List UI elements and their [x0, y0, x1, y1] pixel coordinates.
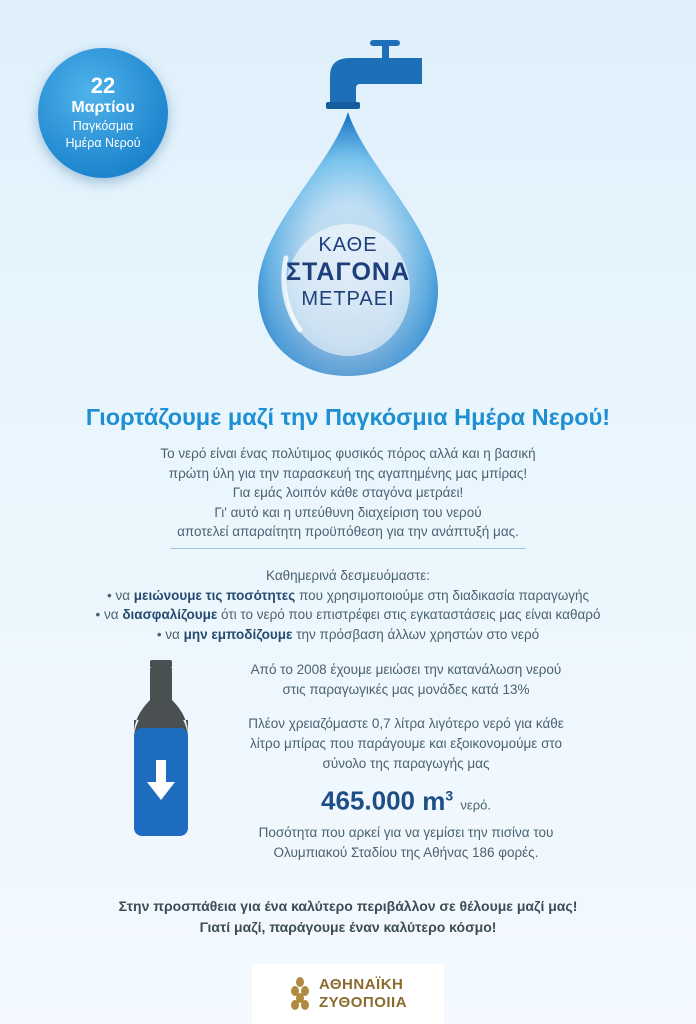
- commitment-item: • να μην εμποδίζουμε την πρόσβαση άλλων χρηστών στο νερό: [156, 626, 540, 642]
- water-saved-value: 465.000 $m^3$ νερό.: [321, 785, 491, 816]
- intro-line: Γι' αυτό και η υπεύθυνη διαχείριση του νερού: [214, 504, 482, 520]
- stats-line: στις παραγωγικές μας μονάδες κατά 13%: [282, 682, 530, 697]
- drop-slogan: [248, 232, 448, 312]
- stats-line: λίτρο μπίρας που παράγουμε και εξοικονομούμε στο: [249, 736, 563, 751]
- commitment-item: • να μειώνουμε τις ποσότητες που χρησιμοποιούμε στη διαδικασία παραγωγής: [106, 587, 590, 603]
- closing-line: Στην προσπάθεια για ένα καλύτερο περιβάλλον σε θέλουμε μαζί μας!: [118, 898, 578, 914]
- intro-paragraph: [0, 444, 696, 542]
- badge-month: Μαρτίου: [71, 99, 135, 116]
- headline: Γιορτάζουμε μαζί την Παγκόσμια Ημέρα Νερού!: [85, 404, 611, 430]
- intro-line: αποτελεί απαραίτητη προϋπόθεση για την ανάπτυξή μας.: [177, 524, 519, 539]
- commitments-lead: Καθημερινά δεσμευόμαστε:: [265, 568, 430, 583]
- intro-line: Για εμάς λοιπόν κάθε σταγόνα μετράει!: [232, 485, 464, 500]
- slogan-line3: ΜΕΤΡΑΕΙ: [301, 288, 395, 310]
- closing-line: Γιατί μαζί, παράγουμε έναν καλύτερο κόσμο!: [199, 919, 497, 935]
- closing-message: [0, 896, 696, 938]
- bottle-icon: [130, 660, 192, 838]
- badge-line1: Παγκόσμια: [72, 119, 134, 133]
- stats-line: σύνολο της παραγωγής μας: [322, 756, 490, 771]
- intro-line: πρώτη ύλη για την παρασκευή της αγαπημένης μας μπίρας!: [168, 465, 528, 481]
- badge-day: 22: [90, 73, 116, 98]
- badge-line2: Ημέρα Νερού: [65, 136, 141, 150]
- stats-line: Πλέον χρειαζόμαστε 0,7 λίτρα λιγότερο νερό για κάθε: [248, 716, 564, 731]
- faucet-icon: [312, 36, 422, 111]
- stats-block: [196, 660, 616, 863]
- stats-line: Ολυμπιακού Σταδίου της Αθήνας 186 φορές.: [273, 844, 539, 860]
- company-logo: [252, 964, 444, 1024]
- intro-line: Το νερό είναι ένας πολύτιμος φυσικός πόρος αλλά και η βασική: [160, 446, 536, 461]
- slogan-line1: ΚΑΘΕ: [318, 234, 378, 256]
- divider: [170, 548, 526, 549]
- stats-line: Ποσότητα που αρκεί για να γεμίσει την πισίνα του: [258, 824, 554, 840]
- commitments: [0, 566, 696, 644]
- commitment-item: • να διασφαλίζουμε ότι το νερό που επιστρέφει στις εγκαταστάσεις μας είναι καθαρό: [95, 607, 601, 622]
- logo-line2: ΖΥΘΟΠΟΙΙΑ: [318, 994, 408, 1011]
- date-badge: [38, 48, 168, 178]
- hops-logo-icon: [289, 976, 311, 1012]
- slogan-line2: ΣΤΑΓΟΝΑ: [285, 258, 411, 286]
- stats-line: Από το 2008 έχουμε μειώσει την κατανάλωση νερού: [250, 662, 562, 677]
- logo-line1: ΑΘΗΝΑΪΚΗ: [318, 976, 404, 993]
